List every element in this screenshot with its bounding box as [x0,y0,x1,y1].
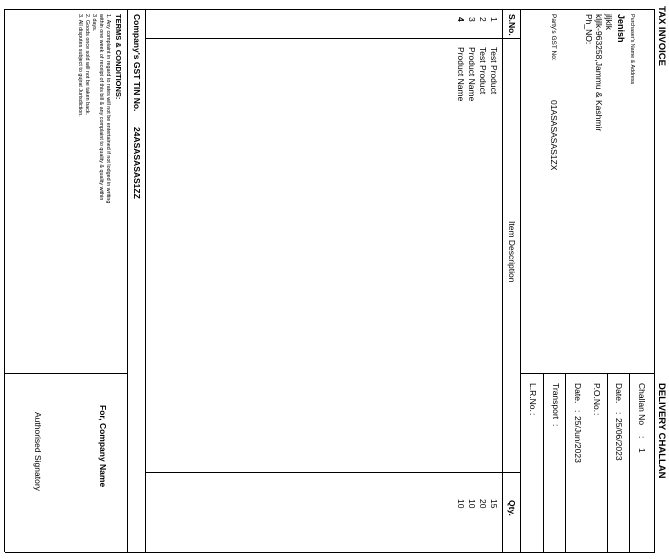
transport-colon: : [551,424,561,427]
row-description: Test Product [489,47,499,95]
transport-row-separator [543,373,544,552]
frame-right-border [5,552,655,553]
tax-invoice-title: TAX INVOICE [656,6,667,66]
row-qty: 20 [478,499,488,509]
frame-top-border [654,9,655,552]
frame-left-border [5,9,655,10]
table-sno-column-divider [146,38,521,39]
purchaser-address-line1: jljklk [604,14,614,31]
terms-line: 1. Any complaint in regard to rates will not be entertained if not lodged in writing [105,14,111,204]
lr-no-label: L.R.No. [528,383,538,412]
company-gst-label: Company's GST TIN No. [132,14,142,112]
row-description: Test Product [478,47,488,95]
company-gst-value: 24ASASASAS1ZZ [132,127,142,199]
purchaser-label: Purchaser's Name & Address [629,14,635,85]
terms-title: TERMS & CONDITIONS: [114,14,123,100]
date2-value: 25/Jun/2023 [573,416,583,463]
challan-row-separator [629,373,630,552]
header-separator [520,9,521,552]
table-bottom-border [145,9,146,552]
row-qty: 15 [489,499,499,509]
date2-row-separator [565,373,566,552]
row-description: Product Name [456,47,466,102]
delivery-challan-title: DELIVERY CHALLAN [656,383,667,479]
transport-label: Transport [551,383,561,420]
date-value: 25/06/2023 [614,418,624,461]
challan-no-colon: : [637,436,647,439]
row-sno: 2 [478,17,488,22]
column-header-description: Item Description [507,221,517,283]
date2-label: Date. [573,383,583,404]
date2-colon: : [573,410,583,413]
table-qty-column-divider [146,472,521,473]
table-header-separator [502,9,503,552]
footer-column-divider [5,373,128,374]
party-gst-value: 01ASASASAS1ZX [549,100,559,171]
po-no-colon: : [592,413,602,416]
frame-bottom-border [4,9,5,552]
date-label: Date. [614,383,624,404]
challan-no-label: Challan No [637,383,647,426]
row-sno: 1 [489,17,499,22]
date-row-separator [607,373,608,552]
terms-line: 2. Goods once sold will not be taken back. [84,14,90,115]
lr-no-colon: : [528,413,538,416]
footer-separator [127,9,128,552]
row-sno: 4 [456,17,466,22]
row-sno: 3 [467,17,477,22]
purchaser-name: Jenish [616,14,626,43]
terms-line: 3 days. [91,14,97,32]
date-colon: : [614,412,624,415]
for-company-name: For, Company Name [98,405,108,488]
party-gst-label: Party's GST No: [550,14,557,61]
row-qty: 10 [456,499,466,509]
column-header-qty: Qty. [507,500,517,516]
challan-block-divider [521,373,655,374]
terms-line: 3. All disputes subject to gujrat Jurisdiction. [77,14,83,117]
row-description: Product Name [467,47,477,102]
purchaser-address-line2: kljlk-963258,Jammu & Kashmir [594,14,604,132]
terms-line: within one week of receipt of this bill & any complaint to quality & quality within [98,14,104,201]
authorised-signatory: Authorised Signatory [33,412,43,491]
row-qty: 10 [467,499,477,509]
challan-no-value: 1 [637,448,647,453]
column-header-sno: S.No. [507,14,517,36]
po-no-label: P.O.No. [592,383,602,413]
purchaser-phone: Ph_NO: [584,14,594,45]
